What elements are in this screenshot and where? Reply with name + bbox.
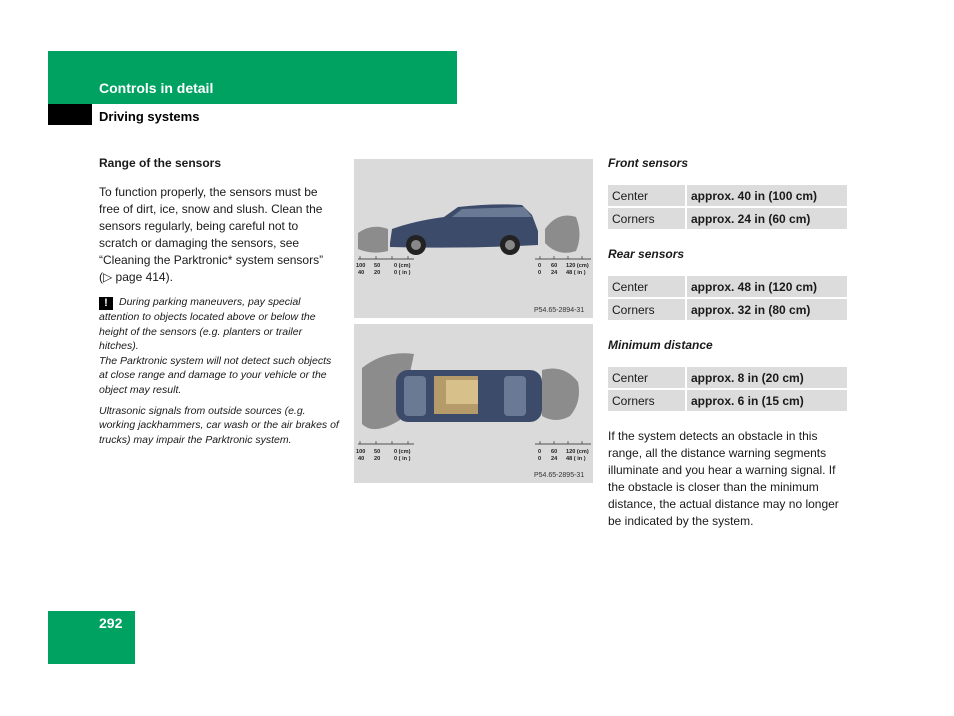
- section-title: Controls in detail: [99, 80, 214, 96]
- table-label: Center: [608, 185, 686, 207]
- table-row: [608, 207, 847, 230]
- side-view-car-image: [354, 159, 593, 318]
- subsection-marker: [48, 104, 92, 125]
- table-row: [608, 276, 847, 298]
- table-value: approx. 24 in (60 cm): [686, 207, 847, 230]
- ultrasonic-note: Ultrasonic signals from outside sources (e.g. working jackhammers, car wash or the air brakes of trucks) may impair the Parktronic system.: [99, 404, 339, 446]
- front-scale-left-cm-100: 100: [356, 263, 366, 269]
- table-value: approx. 48 in (120 cm): [686, 276, 847, 298]
- front-scale-left-in-20: 20: [374, 270, 381, 276]
- table-label: Corners: [608, 298, 686, 321]
- top-scale-right-cm-0: 0: [538, 449, 542, 455]
- warning-text-2: The Parktronic system will not detect such objects at close range and damage to your vehicle or the object may result.: [99, 354, 332, 396]
- table-value: approx. 6 in (15 cm): [686, 389, 847, 412]
- front-scale-left-cm-0: 0 (cm): [394, 263, 411, 269]
- table-label: Center: [608, 367, 686, 389]
- warning-block: [99, 295, 339, 398]
- top-scale-left-in-20: 20: [374, 456, 381, 462]
- front-scale-right-cm-120: 120 (cm): [566, 263, 589, 269]
- top-scale-right-in-48: 48 ( in ): [566, 456, 586, 462]
- top-image-code: P54.65-2895-31: [534, 472, 585, 479]
- obstacle-paragraph: If the system detects an obstacle in this range, all the distance warning segments illuminate and you hear a warning signal. If the obstacle is closer than the minimum distance, the actual distance may no longer be indicated by the system.: [608, 429, 839, 528]
- table-value: approx. 40 in (100 cm): [686, 185, 847, 207]
- top-scale-right-cm-120: 120 (cm): [566, 449, 589, 455]
- table-label: Corners: [608, 207, 686, 230]
- table-label: Corners: [608, 389, 686, 412]
- front-scale-right-in-0: 0: [538, 270, 542, 276]
- top-scale-right-cm-60: 60: [551, 449, 558, 455]
- top-scale-right-in-0: 0: [538, 456, 542, 462]
- rear-sensors-table: [608, 276, 847, 322]
- range-heading: Range of the sensors: [99, 156, 222, 170]
- front-sensors-table: [608, 185, 847, 231]
- top-scale-left-in-0: 0 ( in ): [394, 456, 411, 462]
- top-scale-left-cm-0: 0 (cm): [394, 449, 411, 455]
- top-scale-left-cm-50: 50: [374, 449, 381, 455]
- warning-text-1: During parking maneuvers, pay special attention to objects located above or below the height of the sensors (e.g. planters or trailer hitches).: [99, 296, 316, 353]
- front-scale-left-in-0: 0 ( in ): [394, 270, 411, 276]
- front-scale-right-cm-0: 0: [538, 263, 542, 269]
- top-scale-left-cm-100: 100: [356, 449, 366, 455]
- front-scale-left-cm-50: 50: [374, 263, 381, 269]
- front-sensors-heading: Front sensors: [608, 156, 689, 170]
- table-label: Center: [608, 276, 686, 298]
- table-row: [608, 298, 847, 321]
- front-sensors-illustration: [354, 159, 593, 318]
- top-view-sensors-illustration: [354, 324, 593, 483]
- table-row: [608, 389, 847, 412]
- exclamation-icon: !: [99, 297, 113, 310]
- table-value: approx. 8 in (20 cm): [686, 367, 847, 389]
- table-row: [608, 367, 847, 389]
- front-scale-right-in-48: 48 ( in ): [566, 270, 586, 276]
- header-band: [48, 51, 457, 104]
- subsection-title: Driving systems: [99, 109, 200, 124]
- front-scale-right-cm-60: 60: [551, 263, 558, 269]
- right-column: [608, 156, 848, 536]
- rear-sensors-heading: Rear sensors: [608, 247, 685, 261]
- minimum-distance-table: [608, 367, 847, 413]
- front-scale-right-in-24: 24: [551, 270, 558, 276]
- top-view-car-image: [354, 324, 593, 483]
- front-image-code: P54.65-2894-31: [534, 307, 585, 314]
- top-scale-left-in-40: 40: [358, 456, 365, 462]
- minimum-distance-heading: Minimum distance: [608, 338, 713, 352]
- page-number: 292: [99, 615, 123, 631]
- table-value: approx. 32 in (80 cm): [686, 298, 847, 321]
- front-scale-left-in-40: 40: [358, 270, 365, 276]
- left-column: [99, 156, 339, 447]
- range-paragraph: To function properly, the sensors must be free of dirt, ice, snow and slush. Clean the sensors regularly, being careful not to scratch or damaging the sensors, see “Cleaning the Parktronic* system sensors” (▷ page 414).: [99, 185, 324, 284]
- table-row: [608, 185, 847, 207]
- top-scale-right-in-24: 24: [551, 456, 558, 462]
